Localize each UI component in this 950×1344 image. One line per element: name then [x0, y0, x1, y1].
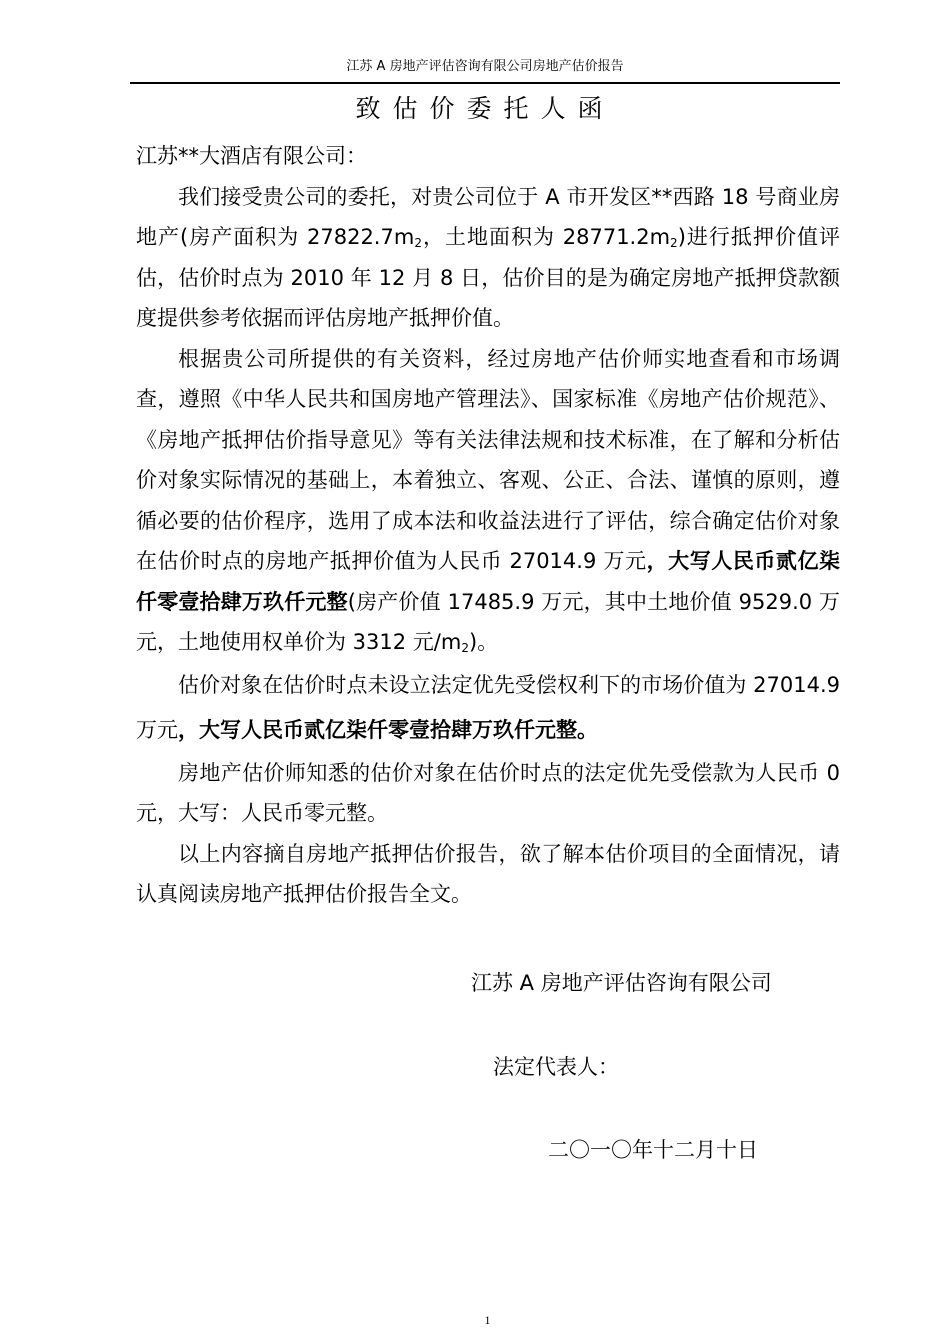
paragraph-market-value: [136, 663, 840, 753]
area-unit-subscript: 2: [414, 236, 422, 250]
page-number: 1: [484, 1313, 491, 1327]
paragraph-appraisal-basis: [136, 339, 840, 663]
paragraph-commission-text-b: ，土地面积为 28771.2m: [421, 225, 671, 249]
paragraph-closing-note: 以上内容摘自房地产抵押估价报告，欲了解本估价项目的全面情况，请认真阅读房地产抵押估价报告全文。: [136, 841, 840, 906]
appraisal-amount-in-words: ，大写人民币贰亿柒仟零壹拾肆万玖仟元整: [136, 549, 840, 614]
letter-body: [136, 136, 840, 915]
running-header: 江苏 A 房地产评估咨询有限公司房地产估价报告: [346, 59, 624, 74]
paragraph-commission-text-c: )进行抵押价值评估，估价时点为 2010 年 12 月 8 日，估价目的是为确定房地产抵押贷款额度提供参考依据而评估房地产抵押价值。: [136, 225, 840, 330]
paragraph-priority-claims: 房地产估价师知悉的估价对象在估价时点的法定优先受偿款为人民币 0 元，大写：人民币零元整。: [136, 760, 840, 825]
paragraph-appraisal-text-a: 根据贵公司所提供的有关资料，经过房地产估价师实地查看和市场调查，遵照《中华人民共和国房地产管理法》、国家标准《房地产估价规范》、《房地产抵押估价指导意见》等有关法律法规和技术标准，在了解和分析估价对象实际情况的基础上，本着独立、客观、公正、合法、谨慎的原则，遵循必要的估价程序，选用了成本法和收益法进行了评估，综合确定估价对象在估价时点的房地产抵押价值为人民币 27014.9 万元: [136, 346, 840, 573]
paragraph-commission: [136, 177, 840, 339]
paragraph-appraisal-text-c: )。: [468, 630, 499, 654]
header-rule: [130, 82, 840, 84]
signature-legal-representative: 法定代表人：: [493, 1055, 619, 1079]
area-unit-subscript: 2: [670, 236, 678, 250]
paragraph-market-value-text: 估价对象在估价时点未设立法定优先受偿权利下的市场价值为 27014.9 万元: [136, 672, 840, 742]
salutation: 江苏**大酒店有限公司：: [136, 144, 367, 168]
signature-company: 江苏 A 房地产评估咨询有限公司: [471, 971, 772, 995]
document-title: 致估价委托人函: [355, 94, 615, 123]
signature-date: 二〇一〇年十二月十日: [548, 1138, 758, 1162]
area-unit-subscript: 2: [461, 641, 469, 655]
paragraph-commission-text-a: 我们接受贵公司的委托，对贵公司位于 A 市开发区**西路 18 号商业房地产(房产面积为 27822.7m: [136, 184, 840, 249]
market-value-in-words: ，大写人民币贰亿柒仟零壹拾肆万玖仟元整。: [178, 717, 598, 742]
paragraph-appraisal-text-b: (房产价值 17485.9 万元，其中土地价值 9529.0 万元，土地使用权单价为 3312 元/m: [136, 589, 841, 654]
